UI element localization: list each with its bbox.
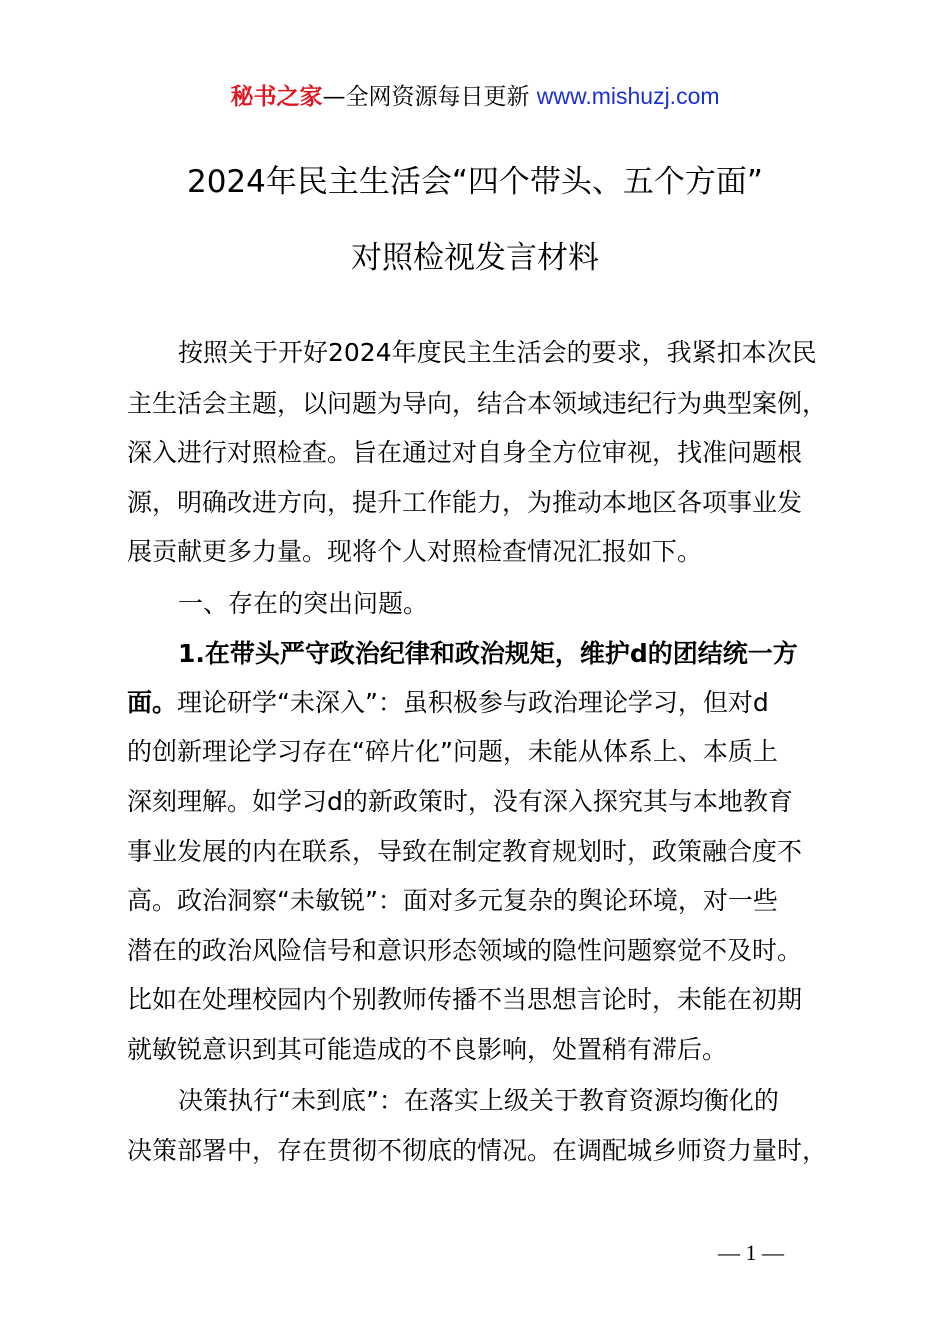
body-text: 理论研学“未深入”：虽积极参与政治理论学习，但对d [177,688,769,717]
body-line: 主生活会主题，以问题为导向，结合本领域违纪行为典型案例， [127,389,828,418]
page-number: — 1 — [718,1240,784,1265]
body-line: 按照关于开好2024年度民主生活会的要求，我紧扣本次民 [178,338,817,367]
body-line: 事业发展的内在联系，导致在制定教育规划时，政策融合度不 [127,837,803,866]
body-line: 的创新理论学习存在“碎片化”问题，未能从体系上、本质上 [127,737,778,766]
section-heading: 一、存在的突出问题。 [178,589,429,618]
body-line: 比如在处理校园内个别教师传播不当思想言论时，未能在初期 [127,985,803,1014]
body-line: 决策部署中，存在贯彻不彻底的情况。在调配城乡师资力量时， [127,1136,828,1165]
body-line: 源，明确改进方向，提升工作能力，为推动本地区各项事业发 [127,488,803,517]
body-line: 潜在的政治风险信号和意识形态领域的隐性问题察觉不及时。 [127,936,803,965]
header-tagline: —全网资源每日更新 [322,84,530,110]
document-title-line-2: 对照检视发言材料 [351,240,599,276]
document-title-line-1: 2024年民主生活会“四个带头、五个方面” [186,164,763,200]
body-line: 深入进行对照检查。旨在通过对自身全方位审视，找准问题根 [127,438,803,467]
body-line: 展贡献更多力量。现将个人对照检查情况汇报如下。 [127,537,703,566]
item-heading: 1.在带头严守政治纪律和政治规矩，维护d的团结统一方 [178,639,798,668]
brand-name: 秘书之家 [230,84,323,110]
body-line: 高。政治洞察“未敏锐”：面对多元复杂的舆论环境，对一些 [127,886,778,915]
body-line: 深刻理解。如学习d的新政策时，没有深入探究其与本地教育 [127,787,793,816]
site-url-link[interactable]: www.mishuzj.com [536,83,720,109]
item-heading-end: 面。 [127,688,178,717]
site-header [0,80,950,113]
body-line-mixed [127,687,837,719]
body-line: 决策执行“未到底”：在落实上级关于教育资源均衡化的 [178,1086,779,1115]
body-line: 就敏锐意识到其可能造成的不良影响，处置稍有滞后。 [127,1035,728,1064]
